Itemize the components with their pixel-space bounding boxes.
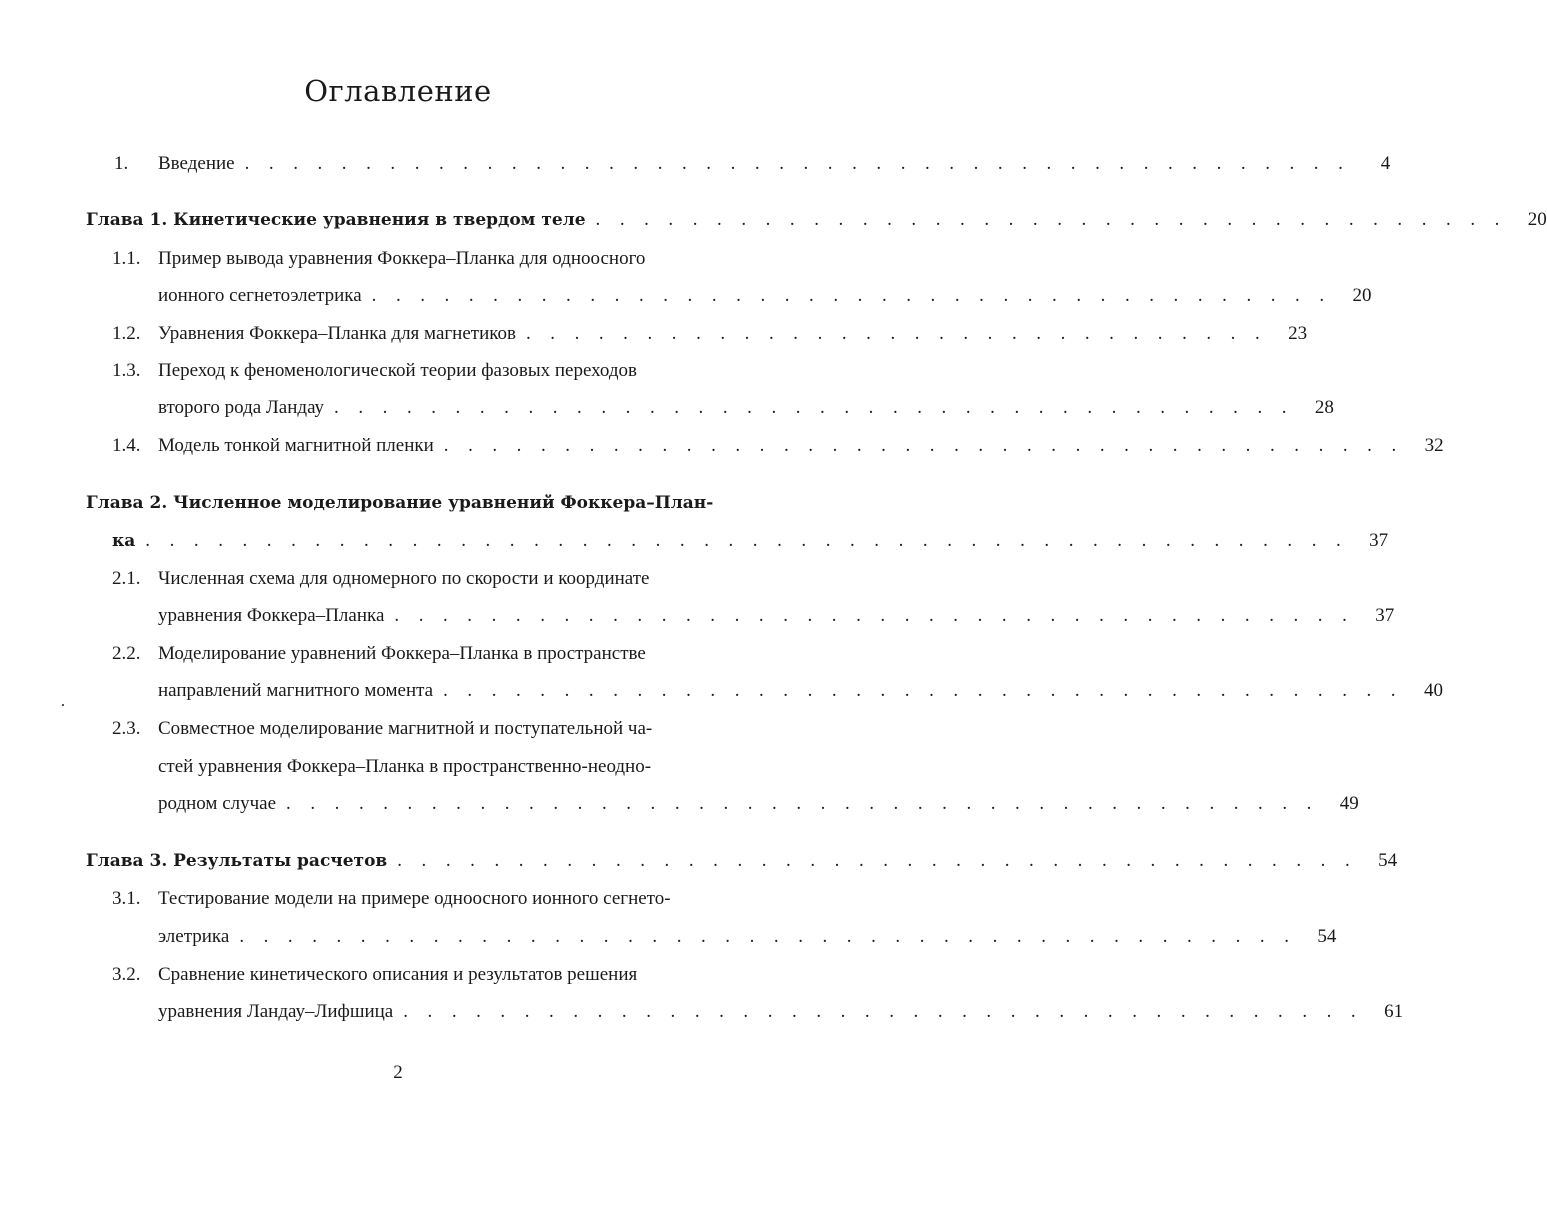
chapter-heading: ка (112, 531, 136, 551)
entry-title: уравнения Фоккера–Планка (158, 605, 385, 626)
section-number: 3.2. (112, 964, 141, 985)
page-ref: 28 (1314, 397, 1334, 418)
section-title-line[interactable]: Переход к феноменологической теории фазовых переходов (158, 360, 638, 381)
leader-dots: . . . . . . . . . . . . . . . . . . . . . . . . . . . . . . . . . . . . . . . . . . . (286, 793, 1319, 814)
entry-title: второго рода Ландау (158, 397, 325, 418)
leader-dots: . . . . . . . . . . . . . . . . . . . . . . . . . . . . . . . (525, 323, 1268, 344)
page-ref: 20 (1527, 209, 1547, 230)
toc-entry-1-1[interactable] (158, 281, 1372, 311)
section-number: 2.1. (112, 568, 141, 589)
toc-entry-chapter-1[interactable] (86, 205, 1547, 235)
chapter-heading: Глава 3. Результаты расчетов (86, 851, 388, 871)
page-ref: 37 (1369, 530, 1389, 551)
entry-title: Уравнения Фоккера–Планка для магнетиков (158, 323, 516, 344)
section-number: 3.1. (112, 888, 141, 909)
toc-entry-2-3[interactable] (158, 789, 1359, 819)
toc-entry-1-3[interactable] (158, 393, 1334, 423)
toc-entry-1-4[interactable] (158, 431, 1444, 461)
leader-dots: . . . . . . . . . . . . . . . . . . . . . . . . . . . . . . . . . . . . . . . . . . . . . . . . . . (145, 530, 1349, 551)
entry-title: Введение (158, 153, 235, 174)
entry-title: ионного сегнетоэлетрика (158, 285, 362, 306)
page-ref: 37 (1375, 605, 1395, 626)
section-title-line[interactable]: стей уравнения Фоккера–Планка в пространственно-неодно- (158, 756, 652, 777)
leader-dots: . . . . . . . . . . . . . . . . . . . . . . . . . . . . . . . . . . . . . . . . (394, 605, 1355, 626)
section-title-line[interactable]: Тестирование модели на примере одноосного ионного сегнето- (158, 888, 671, 909)
leader-dots: . . . . . . . . . . . . . . . . . . . . . . . . . . . . . . . . . . . . . . . . (334, 397, 1294, 418)
section-number: 1.2. (112, 323, 141, 344)
section-title-line[interactable]: Моделирование уравнений Фоккера–Планка в пространстве (158, 643, 646, 664)
toc-entry-3-1[interactable] (158, 922, 1337, 952)
page-title: Оглавление (304, 74, 492, 108)
leader-dots: . . . . . . . . . . . . . . . . . . . . . . . . . . . . . . . . . . . . . . . . (443, 680, 1403, 701)
page-ref: 4 (1380, 153, 1391, 174)
page-ref: 61 (1384, 1001, 1404, 1022)
page-ref: 32 (1424, 435, 1444, 456)
section-title-line[interactable]: Сравнение кинетического описания и результатов решения (158, 964, 638, 985)
entry-title: направлений магнитного момента (158, 680, 434, 701)
section-title-line[interactable]: Совместное моделирование магнитной и поступательной ча- (158, 718, 653, 739)
section-title-line[interactable]: Пример вывода уравнения Фоккера–Планка для одноосного (158, 248, 646, 269)
toc-entry-intro[interactable] (158, 149, 1391, 179)
toc-entry-2-1[interactable] (158, 601, 1395, 631)
leader-dots: . . . . . . . . . . . . . . . . . . . . . . . . . . . . . . . . . . . . . . . . . . . . . . (244, 153, 1351, 174)
section-number: 2.3. (112, 718, 141, 739)
page-ref: 54 (1378, 850, 1398, 871)
chapter-heading: Глава 1. Кинетические уравнения в твердом теле (86, 210, 586, 230)
toc-entry-1-2[interactable] (158, 319, 1308, 349)
toc-entry-chapter-2[interactable] (112, 526, 1389, 556)
page-ref: 20 (1352, 285, 1372, 306)
entry-title: элетрика (158, 926, 230, 947)
section-number: 2.2. (112, 643, 141, 664)
leader-dots: . . . . . . . . . . . . . . . . . . . . . . . . . . . . . . . . . . . . . . . . . . . . (239, 926, 1297, 947)
leader-dots: . . . . . . . . . . . . . . . . . . . . . . . . . . . . . . . . . . . . . . . . (443, 435, 1404, 456)
leader-dots: . . . . . . . . . . . . . . . . . . . . . . . . . . . . . . . . . . . . . . . . (371, 285, 1332, 306)
section-title-line[interactable]: Численная схема для одномерного по скорости и координате (158, 568, 650, 589)
leader-dots: . . . . . . . . . . . . . . . . . . . . . . . . . . . . . . . . . . . . . . . . (403, 1001, 1364, 1022)
intro-number: 1. (114, 153, 129, 174)
entry-title: уравнения Ландау–Лифшица (158, 1001, 394, 1022)
leader-dots: . . . . . . . . . . . . . . . . . . . . . . . . . . . . . . . . . . . . . . . . (397, 850, 1358, 871)
page-ref: 54 (1317, 926, 1337, 947)
toc-entry-3-2[interactable] (158, 997, 1404, 1027)
chapter-heading[interactable]: Глава 2. Численное моделирование уравнений Фоккера–План- (86, 493, 714, 513)
entry-title: родном случае (158, 793, 277, 814)
page-ref: 49 (1339, 793, 1359, 814)
leader-dots: . . . . . . . . . . . . . . . . . . . . . . . . . . . . . . . . . . . . . . (595, 209, 1507, 230)
section-number: 1.4. (112, 435, 141, 456)
entry-title: Модель тонкой магнитной пленки (158, 435, 434, 456)
page-ref: 40 (1423, 680, 1443, 701)
section-number: 1.3. (112, 360, 141, 381)
section-number: 1.1. (112, 248, 141, 269)
page-number: 2 (393, 1062, 403, 1083)
toc-entry-2-2[interactable] (158, 676, 1443, 706)
scan-speck (62, 704, 64, 706)
toc-entry-chapter-3[interactable] (86, 846, 1398, 876)
page-ref: 23 (1288, 323, 1308, 344)
